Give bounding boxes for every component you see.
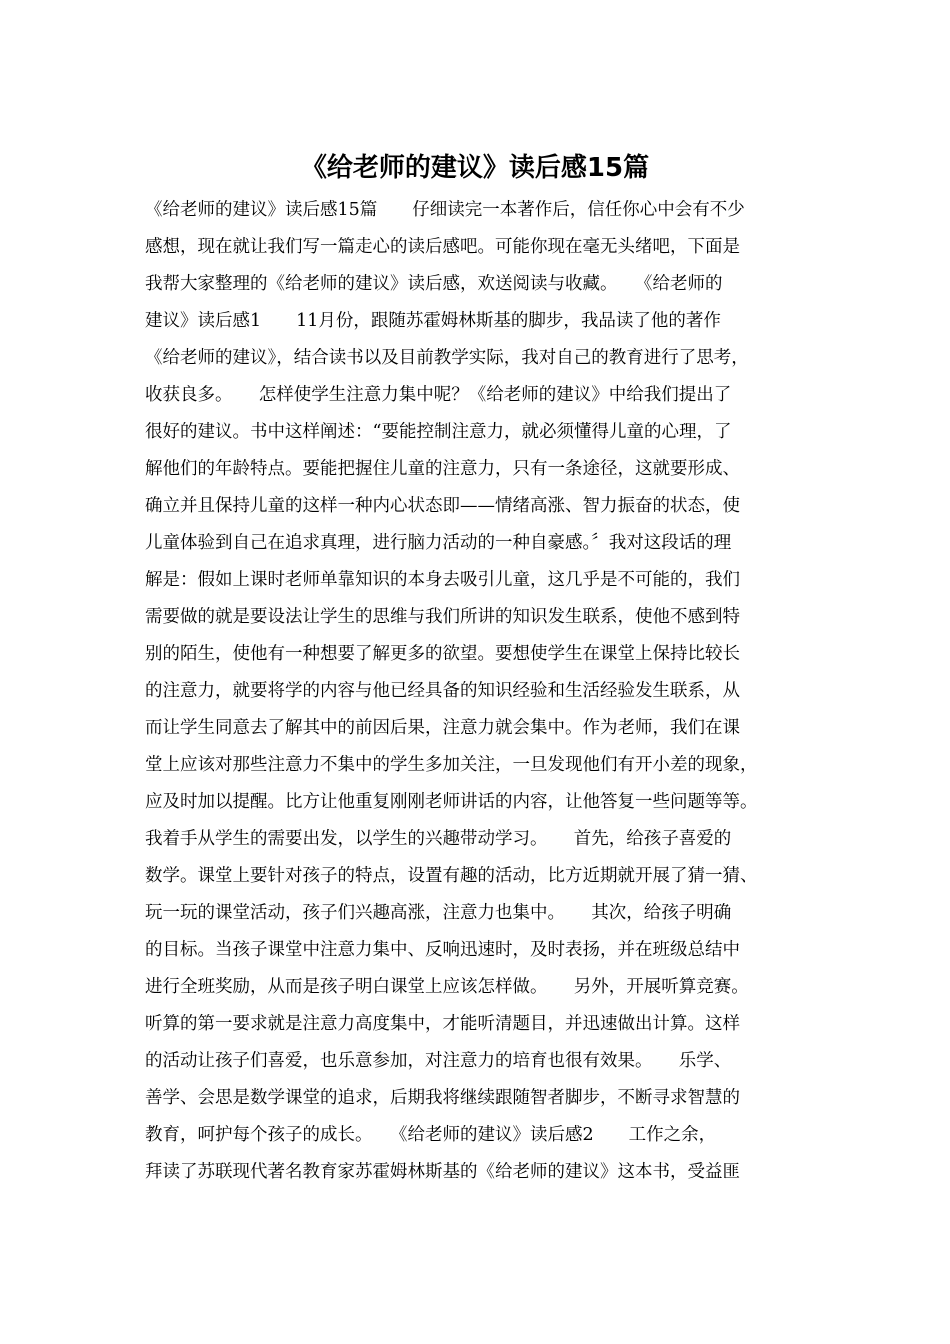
text-line: 拜读了苏联现代著名教育家苏霍姆林斯基的《给老师的建议》这本书，受益匪: [145, 1162, 740, 1182]
text-line: 而让学生同意去了解其中的前因后果，注意力就会集中。作为老师，我们在课: [145, 718, 740, 738]
text-line: 我着手从学生的需要出发，以学生的兴趣带动学习。 首先，给孩子喜爱的: [145, 829, 732, 849]
text-line: 数学。课堂上要针对孩子的特点，设置有趣的活动，比方近期就开展了猜一猜、: [145, 866, 758, 886]
text-line: 教育，呵护每个孩子的成长。 《给老师的建议》读后感2 工作之余，: [145, 1125, 717, 1145]
text-line: 需要做的就是要设法让学生的思维与我们所讲的知识发生联系，使他不感到特: [145, 607, 740, 627]
text-line: 进行全班奖励，从而是孩子明白课堂上应该怎样做。 另外，开展听算竞赛。: [145, 977, 749, 997]
text-line: 的注意力，就要将学的内容与他已经具备的知识经验和生活经验发生联系，从: [145, 681, 740, 701]
text-line: 的目标。当孩子课堂中注意力集中、反响迅速时，及时表扬，并在班级总结中: [145, 940, 740, 960]
text-line: 很好的建议。书中这样阐述：“要能控制注意力，就必须懂得儿童的心理，了: [145, 422, 732, 442]
text-line: 听算的第一要求就是注意力高度集中，才能听清题目，并迅速做出计算。这样: [145, 1014, 740, 1034]
document-title: 《给老师的建议》读后感15篇: [300, 153, 650, 183]
text-line: 应及时加以提醒。比方让他重复刚刚老师讲话的内容，让他答复一些问题等等。: [145, 792, 758, 812]
text-line: 善学、会思是数学课堂的追求，后期我将继续跟随智者脚步，不断寻求智慧的: [145, 1088, 740, 1108]
text-line: 堂上应该对那些注意力不集中的学生多加关注，一旦发现他们有开小差的现象，: [145, 755, 758, 775]
text-line: 《给老师的建议》，结合读书以及目前教学实际，我对自己的教育进行了思考，: [145, 348, 749, 368]
text-line: 我帮大家整理的《给老师的建议》读后感，欢送阅读与收藏。 《给老师的: [145, 274, 723, 294]
text-line: 感想，现在就让我们写一篇走心的读后感吧。可能你现在毫无头绪吧，下面是: [145, 237, 740, 257]
text-line: 玩一玩的课堂活动，孩子们兴趣高涨，注意力也集中。 其次，给孩子明确: [145, 903, 732, 923]
text-line: 确立并且保持儿童的这样一种内心状态即——情绪高涨、智力振奋的状态，使: [145, 496, 740, 516]
text-line: 建议》读后感1 11月份，跟随苏霍姆林斯基的脚步，我品读了他的著作: [145, 311, 721, 331]
text-line: 的活动让孩子们喜爱，也乐意参加，对注意力的培育也很有效果。 乐学、: [145, 1051, 732, 1071]
text-line: 解他们的年龄特点。要能把握住儿童的注意力，只有一条途径，这就要形成、: [145, 459, 740, 479]
document-body: [145, 192, 825, 1191]
text-line: 解是：假如上课时老师单靠知识的本身去吸引儿童，这几乎是不可能的，我们: [145, 570, 740, 590]
text-line: 收获良多。 怎样使学生注意力集中呢？《给老师的建议》中给我们提出了: [145, 385, 732, 405]
text-line: 别的陌生，使他有一种想要了解更多的欲望。要想使学生在课堂上保持比较长: [145, 644, 740, 664]
text-line: 《给老师的建议》读后感15篇 仔细读完一本著作后，信任你心中会有不少: [145, 200, 745, 220]
text-line: 儿童体验到自己在追求真理，进行脑力活动的一种自豪感。〞我对这段话的理: [145, 533, 732, 553]
